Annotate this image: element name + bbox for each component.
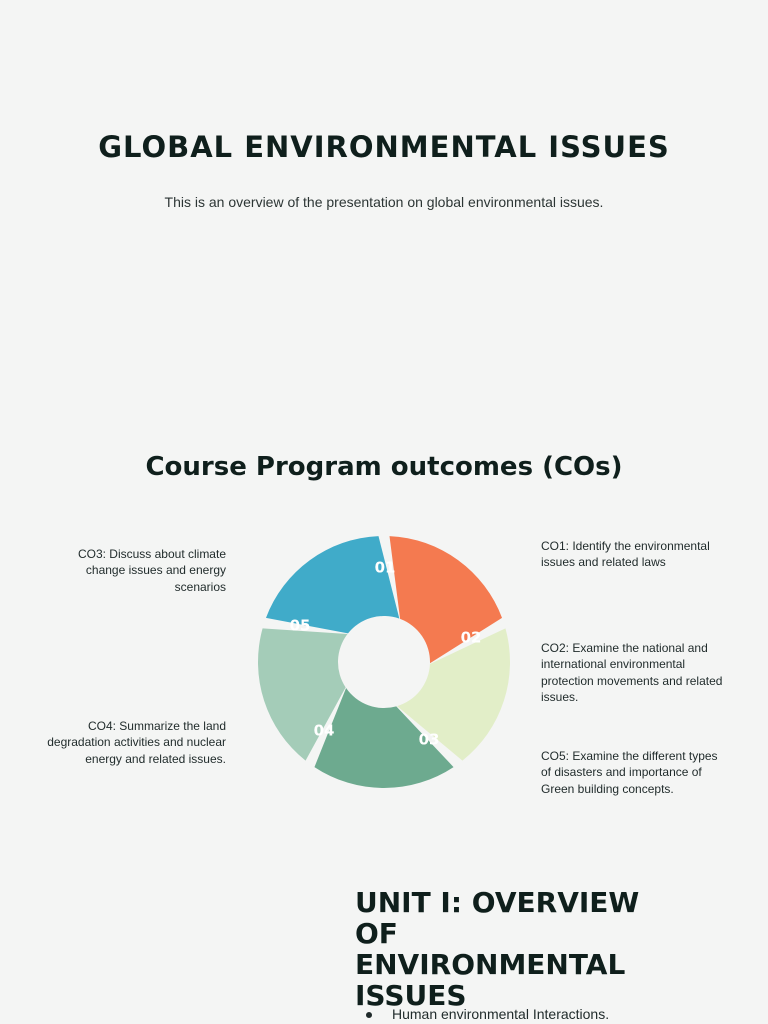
donut-segment-label-01: 01 xyxy=(374,558,396,577)
page-subtitle: This is an overview of the presentation on global environmental issues. xyxy=(164,194,604,210)
co5-description: CO5: Examine the different types of disasters and importance of Green building concepts. xyxy=(541,749,718,796)
unit1-title: UNIT I: OVERVIEW OF ENVIRONMENTAL ISSUES xyxy=(355,886,640,1012)
co3-description: CO3: Discuss about climate change issues and energy scenarios xyxy=(77,547,226,594)
unit1-topic-label: Human environmental Interactions. xyxy=(392,1006,610,1022)
course-outcomes-donut-diagram xyxy=(246,524,522,800)
page-title: GLOBAL ENVIRONMENTAL ISSUES xyxy=(98,130,670,164)
donut-segment-label-03: 03 xyxy=(418,730,440,749)
course-outcomes-title: Course Program outcomes (COs) xyxy=(145,452,623,482)
donut-segment-label-05: 05 xyxy=(289,616,311,635)
donut-segment-label-02: 02 xyxy=(460,628,482,647)
donut-segment-label-04: 04 xyxy=(313,721,335,740)
co4-description: CO4: Summarize the land degradation activities and nuclear energy and related issues. xyxy=(47,719,226,766)
donut-segment-05 xyxy=(266,536,399,633)
unit1-topic-list xyxy=(362,1006,609,1022)
bullet-icon xyxy=(366,1012,372,1018)
co2-description: CO2: Examine the national and international environmental protection movements and related issues. xyxy=(541,641,723,704)
unit1-topic-item xyxy=(362,1006,609,1022)
co1-description: CO1: Identify the environmental issues and related laws xyxy=(541,539,710,570)
